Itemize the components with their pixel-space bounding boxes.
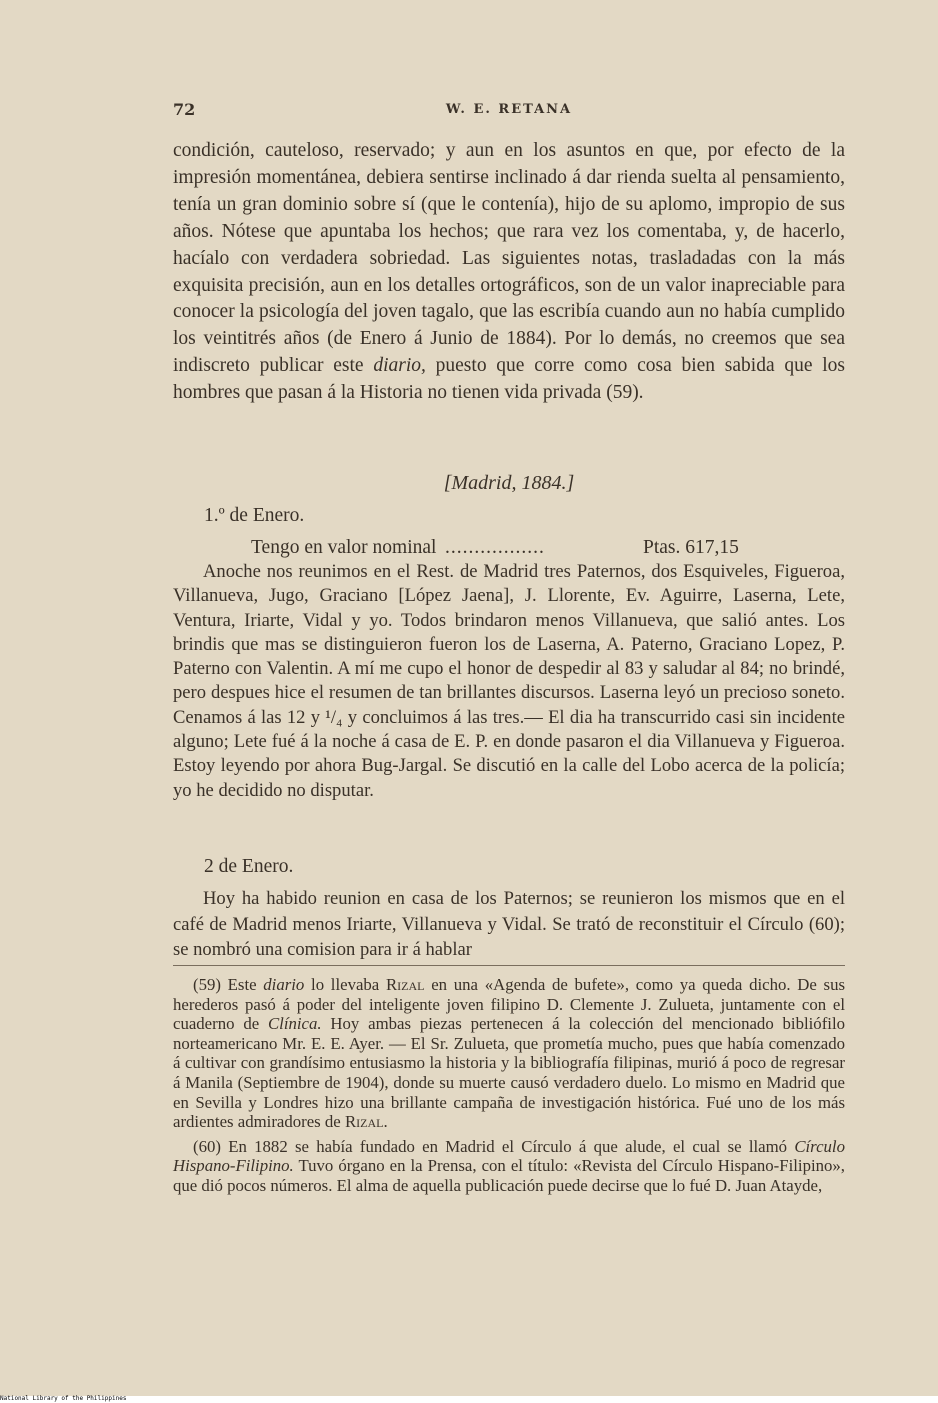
footnote-59-smallcaps: Rizal. — [344, 1112, 388, 1132]
footnotes — [173, 975, 845, 1196]
footnote-60-italic: Círculo Hispano-Filipino. — [173, 1136, 845, 1176]
library-credit: National Library of the Philippines — [0, 1395, 127, 1402]
footnote-59 — [173, 975, 845, 1132]
footnote-59-smallcaps: Rizal — [385, 975, 425, 994]
footnote-59-text: Hoy ambas piezas pertenecen á la colección del mencionado bibliófilo norteamericano Mr. E. E. Ayer. — El Sr. Zulueta, que prometía mucho, pues que había comenzado á cultivar con grandísimo entusiasmo la historia y la bibliografía filipinas, murió á poco de regresar á Manila (Septiembre de 1904), donde su muerte causó verdadero duelo. Lo mismo en Madrid que en Sevilla y Londres hizo una brillante campaña de investigación histórica. Fué uno de los más ardientes admiradores de — [173, 1014, 845, 1132]
dateline: [Madrid, 1884.] — [443, 472, 575, 494]
footnote-60 — [173, 1137, 845, 1196]
intro-italic-word: diario, — [373, 355, 426, 377]
page-header — [173, 100, 845, 122]
ledger-label: Tengo en valor nominal — [251, 537, 437, 558]
ledger-value: Ptas. 617,15 — [643, 537, 739, 558]
footnote-59-text: (59) Este — [193, 975, 257, 994]
entry-date-2: 2 de Enero. — [204, 856, 294, 877]
intro-paragraph — [173, 138, 845, 407]
footnote-rule — [173, 965, 845, 966]
entry-date-1: 1.º de Enero. — [204, 505, 305, 526]
diary-entry-1-text: Anoche nos reunimos en el Rest. de Madrid tres Paternos, dos Esquiveles, Figueroa, Villanueva, Jugo, Graciano [López Jaena], J. Llorente, Ev. Aguirre, Laserna, Lete, Ventura, Iriarte, Vidal y yo. Todos brindaron menos Villanueva, que salió antes. Los brindis que mas se distinguieron fueron los de Laserna, A. Paterno, Graciano Lopez, P. Paterno con Valentin. A mí me cupo el honor de despedir al 83 y saludar al 84; no brindé, pero despues hice el resumen de tan brillantes discursos. Laserna leyó un precioso soneto. Cenamos á las 12 y ¹/₄ y concluimos á las tres.— El dia ha transcurrido casi sin incidente alguno; Lete fué á la noche á casa de E. P. en donde pasaron el dia Villanueva y Figueroa. Estoy leyendo por ahora Bug-Jargal. Se discutió en la calle del Lobo acerca de la policía; yo he decidido no disputar. — [173, 561, 845, 801]
running-head: W. E. RETANA — [445, 102, 573, 117]
footnote-59-italic: Clínica. — [267, 1014, 322, 1034]
intro-text: condición, cauteloso, reservado; y aun en los asuntos en que, por efecto de la impresión momentánea, debiera sentirse inclinado á dar rienda suelta al pensamiento, tenía un gran dominio sobre sí (que le contenía), hijo de su aplomo, impropio de sus años. Nótese que apuntaba los hechos; que rara vez los comentaba, y, de hacerlo, hacíalo con verdadera sobriedad. Las siguientes notas, trasladadas con la más exquisita precisión, aun en los detalles ortográficos, son de un valor inapreciable para conocer la psicología del joven tagalo, que las escribía cuando aun no había cumplido los veintitrés años (de Enero á Junio de 1884). Por lo demás, no creemos que sea indiscreto publicar este — [173, 140, 845, 377]
ledger-dots: ................. — [445, 537, 545, 558]
footnote-60-text: Tuvo órgano en la Prensa, con el título: «Revista del Círculo Hispano-Filipino», que dió pocos números. El alma de aquella publicación puede decirse que lo fué D. Juan Atayde, — [173, 1156, 845, 1195]
diary-entry-2 — [173, 886, 845, 963]
bottom-strip — [0, 1396, 938, 1403]
diary-entry-2-text: Hoy ha habido reunion en casa de los Paternos; se reunieron los mismos que en el café de Madrid menos Iriarte, Villanueva y Vidal. Se trató de reconstituir el Círculo (60); se nombró una comision para ir á hablar — [173, 888, 845, 960]
intro-text-end: puesto que corre como cosa bien sabida que los hombres que pasan á la Historia no tienen vida privada (59). — [173, 355, 846, 404]
page-number: 72 — [173, 100, 196, 119]
footnote-59-italic: diario — [263, 975, 305, 994]
diary-entry-1 — [173, 560, 845, 803]
footnote-60-text: (60) En 1882 se había fundado en Madrid el Círculo á que alude, el cual se llamó — [193, 1136, 788, 1156]
footnote-59-text: en una «Agenda de bufete», como ya queda dicho. De sus herederos pasó á poder del inteligente joven filipino D. Clemente J. Zulueta, juntamente con el cuaderno de — [173, 975, 845, 1034]
footnote-59-text: lo llevaba — [311, 975, 380, 994]
